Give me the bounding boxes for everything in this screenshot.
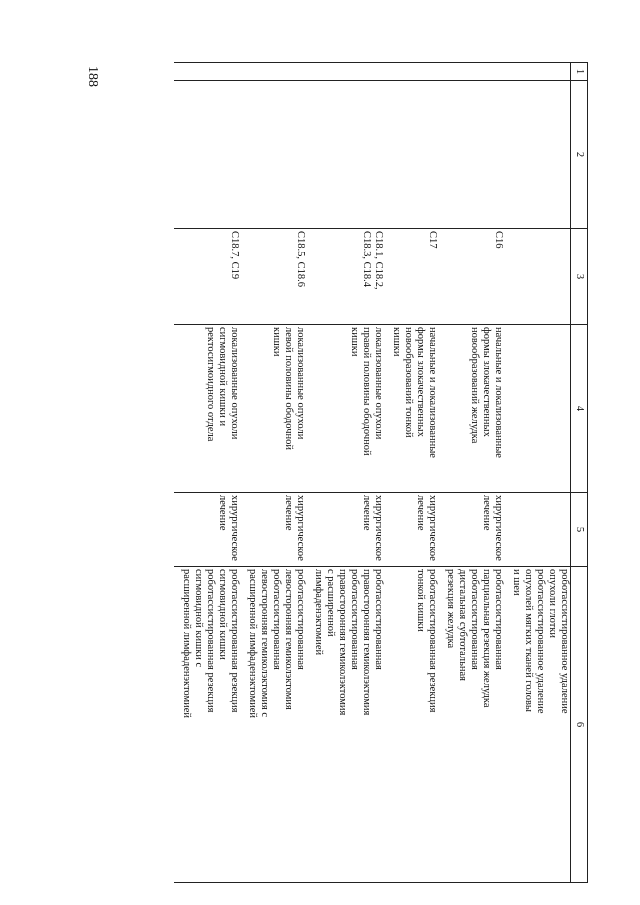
profile-cell (438, 81, 504, 229)
cell-text-line: ректосигмоидного отдела (205, 327, 216, 442)
cell-text-line: роботассистированная (295, 569, 306, 670)
cell-text-line: роботассистированная резекция (229, 569, 240, 713)
method-cell (438, 567, 504, 883)
cell-text-line: расширенной лимфаденэктомией (247, 569, 258, 719)
icd-code-cell (384, 229, 438, 325)
cell-text-line: левой половины ободочной (283, 327, 294, 451)
profile-cell (174, 81, 240, 229)
cell-text-line: хирургическое (229, 495, 240, 561)
cell-text-line: начальные и локализованные (493, 327, 504, 458)
cell-text-line: хирургическое (427, 495, 438, 561)
profile-cell (240, 81, 306, 229)
rotated-table-container (120, 62, 588, 882)
cell-text-line: с расширенной (325, 569, 336, 637)
cell-text-line: правосторонняя гемиколэктомия (361, 569, 372, 716)
diagnosis-cell (306, 325, 384, 493)
cell-text-line: лечение (481, 495, 492, 531)
cell-text-line: формы злокачественных (415, 327, 426, 437)
diagnosis-cell (438, 325, 504, 493)
cell-text-line: роботассистированная резекция (427, 569, 438, 713)
cell-text-line: C17 (427, 231, 438, 249)
row-number-cell (438, 63, 504, 81)
cell-text-line: правой половины ободочной (361, 327, 372, 456)
cell-text-line: дистальная субтотальная (457, 569, 468, 681)
cell-text-line: хирургическое (493, 495, 504, 561)
cell-text-line: начальные и локализованные (427, 327, 438, 458)
cell-text-line: кишки (391, 327, 402, 357)
cell-text-line: тонкой кишки (415, 569, 426, 632)
page-number: 188 (85, 66, 100, 87)
table-row (384, 63, 438, 883)
row-number-cell (306, 63, 384, 81)
cell-text-line: расширенной лимфаденэктомией (181, 569, 192, 719)
column-header-3: 3 (571, 229, 588, 325)
profile-cell (384, 81, 438, 229)
cell-text-line: опухоли глотки (547, 569, 558, 638)
treatment-type-cell (306, 493, 384, 567)
cell-text-line: лечение (361, 495, 372, 531)
diagnosis-cell (504, 325, 571, 493)
cell-text-line: лечение (217, 495, 228, 531)
treatment-type-cell (174, 493, 240, 567)
row-number-cell (504, 63, 571, 81)
method-cell (306, 567, 384, 883)
diagnosis-cell (384, 325, 438, 493)
cell-text-line: и шеи (511, 569, 522, 596)
cell-text-line: роботассистированное удаление (535, 569, 546, 714)
cell-text-line: лечение (415, 495, 426, 531)
cell-text-line: хирургическое (373, 495, 384, 561)
cell-text-line: роботассистированная (349, 569, 360, 670)
treatment-type-cell (438, 493, 504, 567)
cell-text-line: локализованные опухоли (373, 327, 384, 440)
method-cell (240, 567, 306, 883)
cell-text-line: кишки (349, 327, 360, 357)
cell-text-line: сигмовидной кишки (217, 569, 228, 660)
diagnosis-cell (240, 325, 306, 493)
cell-text-line: C18.5, C18.6 (295, 231, 306, 288)
cell-text-line: C18.7, C19 (229, 231, 240, 280)
cell-text-line: роботассистированная (469, 569, 480, 670)
profile-cell (306, 81, 384, 229)
cell-text-line: C18.1, C18.2, (373, 231, 384, 290)
icd-code-cell (306, 229, 384, 325)
cell-text-line: резекция желудка (445, 569, 456, 649)
cell-text-line: лимфаденэктомией (313, 569, 324, 656)
table-row (504, 63, 571, 883)
cell-text-line: сигмовидной кишки и (217, 327, 228, 427)
cell-text-line: парциальная резекция желудка (481, 569, 492, 708)
treatment-type-cell (384, 493, 438, 567)
cell-text-line: роботассистированная (373, 569, 384, 670)
cell-text-line: роботассистированная (493, 569, 504, 670)
table-row (174, 63, 240, 883)
icd-code-cell (174, 229, 240, 325)
cell-text-line: левосторонняя гемиколэктомия с (259, 569, 270, 718)
diagnosis-cell (174, 325, 240, 493)
column-number-header-row (571, 63, 588, 883)
column-header-2: 2 (571, 81, 588, 229)
column-header-6: 6 (571, 567, 588, 883)
cell-text-line: хирургическое (295, 495, 306, 561)
cell-text-line: опухолей мягких тканей головы (523, 569, 534, 712)
cell-text-line: формы злокачественных (481, 327, 492, 437)
column-header-5: 5 (571, 493, 588, 567)
cell-text-line: роботассистированное удаление (559, 569, 570, 714)
row-number-cell (384, 63, 438, 81)
method-cell (504, 567, 571, 883)
table-row (240, 63, 306, 883)
cell-text-line: локализованные опухоли (229, 327, 240, 440)
icd-code-cell (438, 229, 504, 325)
cell-text-line: лечение (283, 495, 294, 531)
cell-text-line: C16 (493, 231, 504, 249)
column-header-4: 4 (571, 325, 588, 493)
cell-text-line: левосторонняя гемиколэктомия (283, 569, 294, 710)
cell-text-line: новообразований тонкой (403, 327, 414, 438)
cell-text-line: C18.3, C18.4 (361, 231, 372, 288)
cell-text-line: сигмовидной кишки с (193, 569, 204, 668)
table-row (306, 63, 384, 883)
cell-text-line: кишки (271, 327, 282, 357)
table-body (174, 63, 571, 883)
icd-code-cell (240, 229, 306, 325)
cell-text-line: локализованные опухоли (295, 327, 306, 440)
cell-text-line: новообразований желудка (469, 327, 480, 444)
treatment-type-cell (240, 493, 306, 567)
icd-code-cell (504, 229, 571, 325)
profile-cell (504, 81, 571, 229)
column-header-1: 1 (571, 63, 588, 81)
cell-text-line: роботассистированная (271, 569, 282, 670)
cell-text-line: правосторонняя гемиколэктомия (337, 569, 348, 716)
method-cell (174, 567, 240, 883)
row-number-cell (240, 63, 306, 81)
row-number-cell (174, 63, 240, 81)
method-cell (384, 567, 438, 883)
cell-text-line: роботассистированная резекция (205, 569, 216, 713)
treatment-type-cell (504, 493, 571, 567)
table-row (438, 63, 504, 883)
medical-procedures-table (174, 62, 588, 883)
